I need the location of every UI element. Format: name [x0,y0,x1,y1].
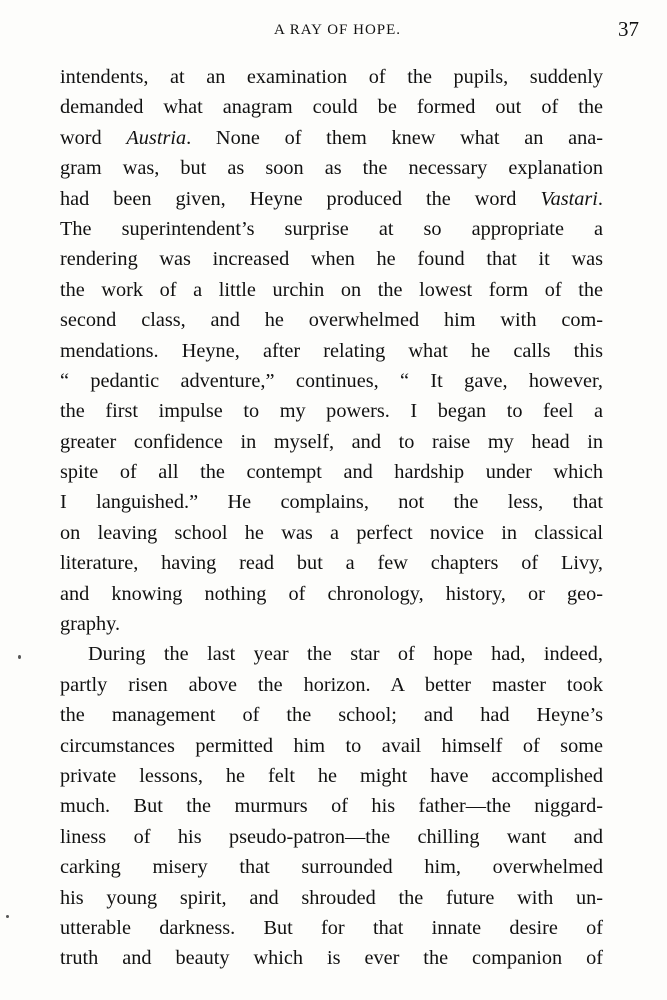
text-line: “ pedantic adventure,” continues, “ It gave, however, [60,369,603,392]
text-line: the work of a little urchin on the lowest form of the [60,278,603,301]
text-line: utterable darkness. But for that innate desire of [60,916,603,939]
text-line: and knowing nothing of chronology, history, or geo- [60,582,603,605]
text-line: partly risen above the horizon. A better master took [60,673,603,696]
text-line: rendering was increased when he found that it was [60,248,603,271]
text-line: gram was, but as soon as the necessary explanation [60,157,603,180]
text-line: private lessons, he felt he might have accomplished [60,764,603,787]
text-line: During the last year the star of hope had, indeed, [88,643,603,666]
text-line: I languished.” He complains, not the less, that [60,491,603,514]
text-line: on leaving school he was a perfect novice in classical [60,521,603,544]
text-line: the management of the school; and had Heyne’s [60,704,603,727]
paragraph-1 [60,62,603,639]
text-line: much. But the murmurs of his father—the niggard- [60,795,603,818]
text-line: The superintendent’s surprise at so appropriate a [60,217,603,240]
running-title: A RAY OF HOPE. [273,22,402,38]
text-line: word Austria. None of them knew what an ana- [60,126,603,149]
text-line: intendents, at an examination of the pupils, suddenly [60,66,603,88]
body-text [60,62,603,974]
text-line: circumstances permitted him to avail himself of some [60,734,603,757]
text-line: truth and beauty which is ever the companion of [60,947,603,970]
text-line: demanded what anagram could be formed out of the [60,96,603,119]
paragraph-2 [60,639,603,973]
text-line: the first impulse to my powers. I began to feel a [60,400,603,423]
text-line: had been given, Heyne produced the word Vastari. [60,187,603,210]
scan-speck [18,655,21,659]
text-line: his young spirit, and shrouded the future with un- [60,886,603,909]
text-line: greater confidence in myself, and to raise my head in [60,430,603,453]
page-number: 37 [618,17,639,41]
scan-speck [6,915,9,918]
text-line: graphy. [60,613,121,636]
text-line: carking misery that surrounded him, overwhelmed [60,856,603,879]
text-line: mendations. Heyne, after relating what he calls this [60,339,603,362]
text-line: literature, having read but a few chapters of Livy, [60,552,603,575]
text-line: spite of all the contempt and hardship under which [60,461,603,484]
text-line: liness of his pseudo-patron—the chilling want and [60,825,603,848]
running-header [0,14,667,48]
text-line: second class, and he overwhelmed him with com- [60,309,603,332]
